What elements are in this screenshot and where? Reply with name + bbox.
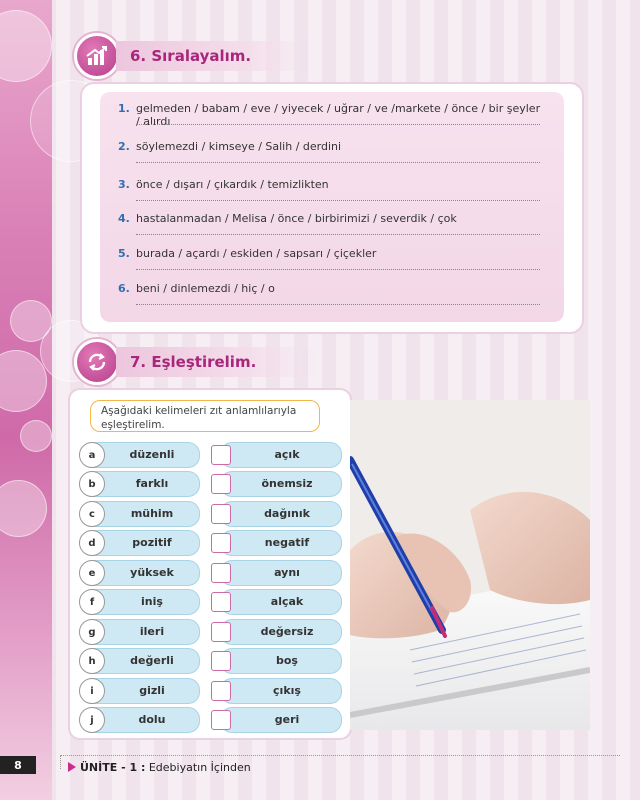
answer-box[interactable] [211,710,231,730]
match-right-item [220,501,342,527]
ordering-item [118,282,546,316]
match-left-item[interactable] [80,678,200,704]
section-6-title: 6. Sıralayalım. [130,47,252,65]
item-letter: b [79,471,105,497]
ordering-item [118,178,546,212]
item-word: düzenli [129,448,175,461]
item-letter: d [79,530,105,556]
match-left-item[interactable] [80,442,200,468]
answer-line[interactable] [136,269,540,270]
item-word: açık [274,448,300,461]
instruction-text: Aşağıdaki kelimeleri zıt anlamlılarıyla [101,405,297,417]
match-right-item [220,442,342,468]
item-number: 1. [118,102,130,115]
ordering-item [118,212,546,246]
item-letter: a [79,442,105,468]
answer-box[interactable] [211,563,231,583]
section-7-title: 7. Eşleştirelim. [130,353,257,371]
item-word: değerli [130,654,174,667]
match-right-item [220,619,342,645]
item-letter: i [79,678,105,704]
match-left-item[interactable] [80,589,200,615]
answer-line[interactable] [136,200,540,201]
item-letter: g [79,619,105,645]
answer-line[interactable] [136,162,540,163]
ordering-item [118,102,546,136]
match-right-item [220,471,342,497]
refresh-cycle-icon [74,339,120,385]
item-word: boş [276,654,298,667]
item-letter: f [79,589,105,615]
match-left-item[interactable] [80,530,200,556]
item-word: çıkış [273,684,301,697]
match-right-item [220,589,342,615]
item-word: aynı [274,566,300,579]
item-words: söylemezdi / kimseye / Salih / derdini [136,140,342,153]
item-word: geri [274,713,300,726]
answer-box[interactable] [211,533,231,553]
instruction-text: eşleştirelim. [101,419,165,431]
item-word: mühim [130,507,174,520]
item-word: iniş [141,595,163,608]
page-number: 8 [0,756,36,774]
item-number: 6. [118,282,130,295]
match-right-item [220,530,342,556]
bar-chart-up-icon [74,33,120,79]
item-word: dağınık [264,507,310,520]
ordering-list [100,92,564,322]
answer-line[interactable] [136,304,540,305]
match-right-item [220,678,342,704]
item-number: 4. [118,212,130,225]
answer-box[interactable] [211,592,231,612]
match-left-item[interactable] [80,619,200,645]
arrow-right-icon [68,762,76,772]
item-word: yüksek [130,566,174,579]
match-left-item[interactable] [80,501,200,527]
section-7-title-bar [116,347,316,377]
item-number: 3. [118,178,130,191]
item-word: gizli [139,684,165,697]
match-right-item [220,560,342,586]
answer-box[interactable] [211,474,231,494]
item-words: burada / açardı / eskiden / sapsarı / çiçekler [136,247,377,260]
matching-panel [68,388,352,740]
answer-line[interactable] [136,124,540,125]
answer-box[interactable] [211,622,231,642]
item-words: önce / dışarı / çıkardık / temizlikten [136,178,329,191]
answer-box[interactable] [211,681,231,701]
match-left-item[interactable] [80,471,200,497]
item-letter: j [79,707,105,733]
item-number: 5. [118,247,130,260]
match-left-item[interactable] [80,648,200,674]
unit-label: ÜNİTE - 1 : [80,761,146,774]
item-word: negatif [264,536,310,549]
match-right-item [220,707,342,733]
answer-box[interactable] [211,504,231,524]
unit-title: Edebiyatın İçinden [148,761,251,774]
item-letter: e [79,560,105,586]
item-word: önemsiz [261,477,313,490]
footer [60,752,620,782]
item-word: pozitif [132,536,172,549]
match-left-item[interactable] [80,560,200,586]
ordering-panel [80,82,584,334]
footer-divider [60,755,61,769]
item-word: farklı [135,477,169,490]
item-letter: c [79,501,105,527]
answer-box[interactable] [211,651,231,671]
answer-line[interactable] [136,234,540,235]
decorative-bokeh [20,420,52,452]
item-word: alçak [270,595,304,608]
answer-box[interactable] [211,445,231,465]
item-word: ileri [139,625,165,638]
item-letter: h [79,648,105,674]
section-6-header [74,34,311,78]
footer-divider [60,755,620,756]
section-6-title-bar [116,41,311,71]
item-words: beni / dinlemezdi / hiç / o [136,282,275,295]
match-right-item [220,648,342,674]
match-left-item[interactable] [80,707,200,733]
ordering-item [118,140,546,174]
item-words: gelmeden / babam / eve / yiyecek / uğrar / ve /markete / önce / bir şeyler / alırdı [136,102,541,128]
item-word: değersiz [260,625,314,638]
writing-hand-photo [350,400,590,730]
instruction-box [90,400,320,432]
item-words: hastalanmadan / Melisa / önce / birbirimizi / severdik / çok [136,212,457,225]
footer-unit [80,761,251,774]
item-number: 2. [118,140,130,153]
section-7-header [74,340,316,384]
item-word: dolu [138,713,166,726]
ordering-item [118,247,546,281]
